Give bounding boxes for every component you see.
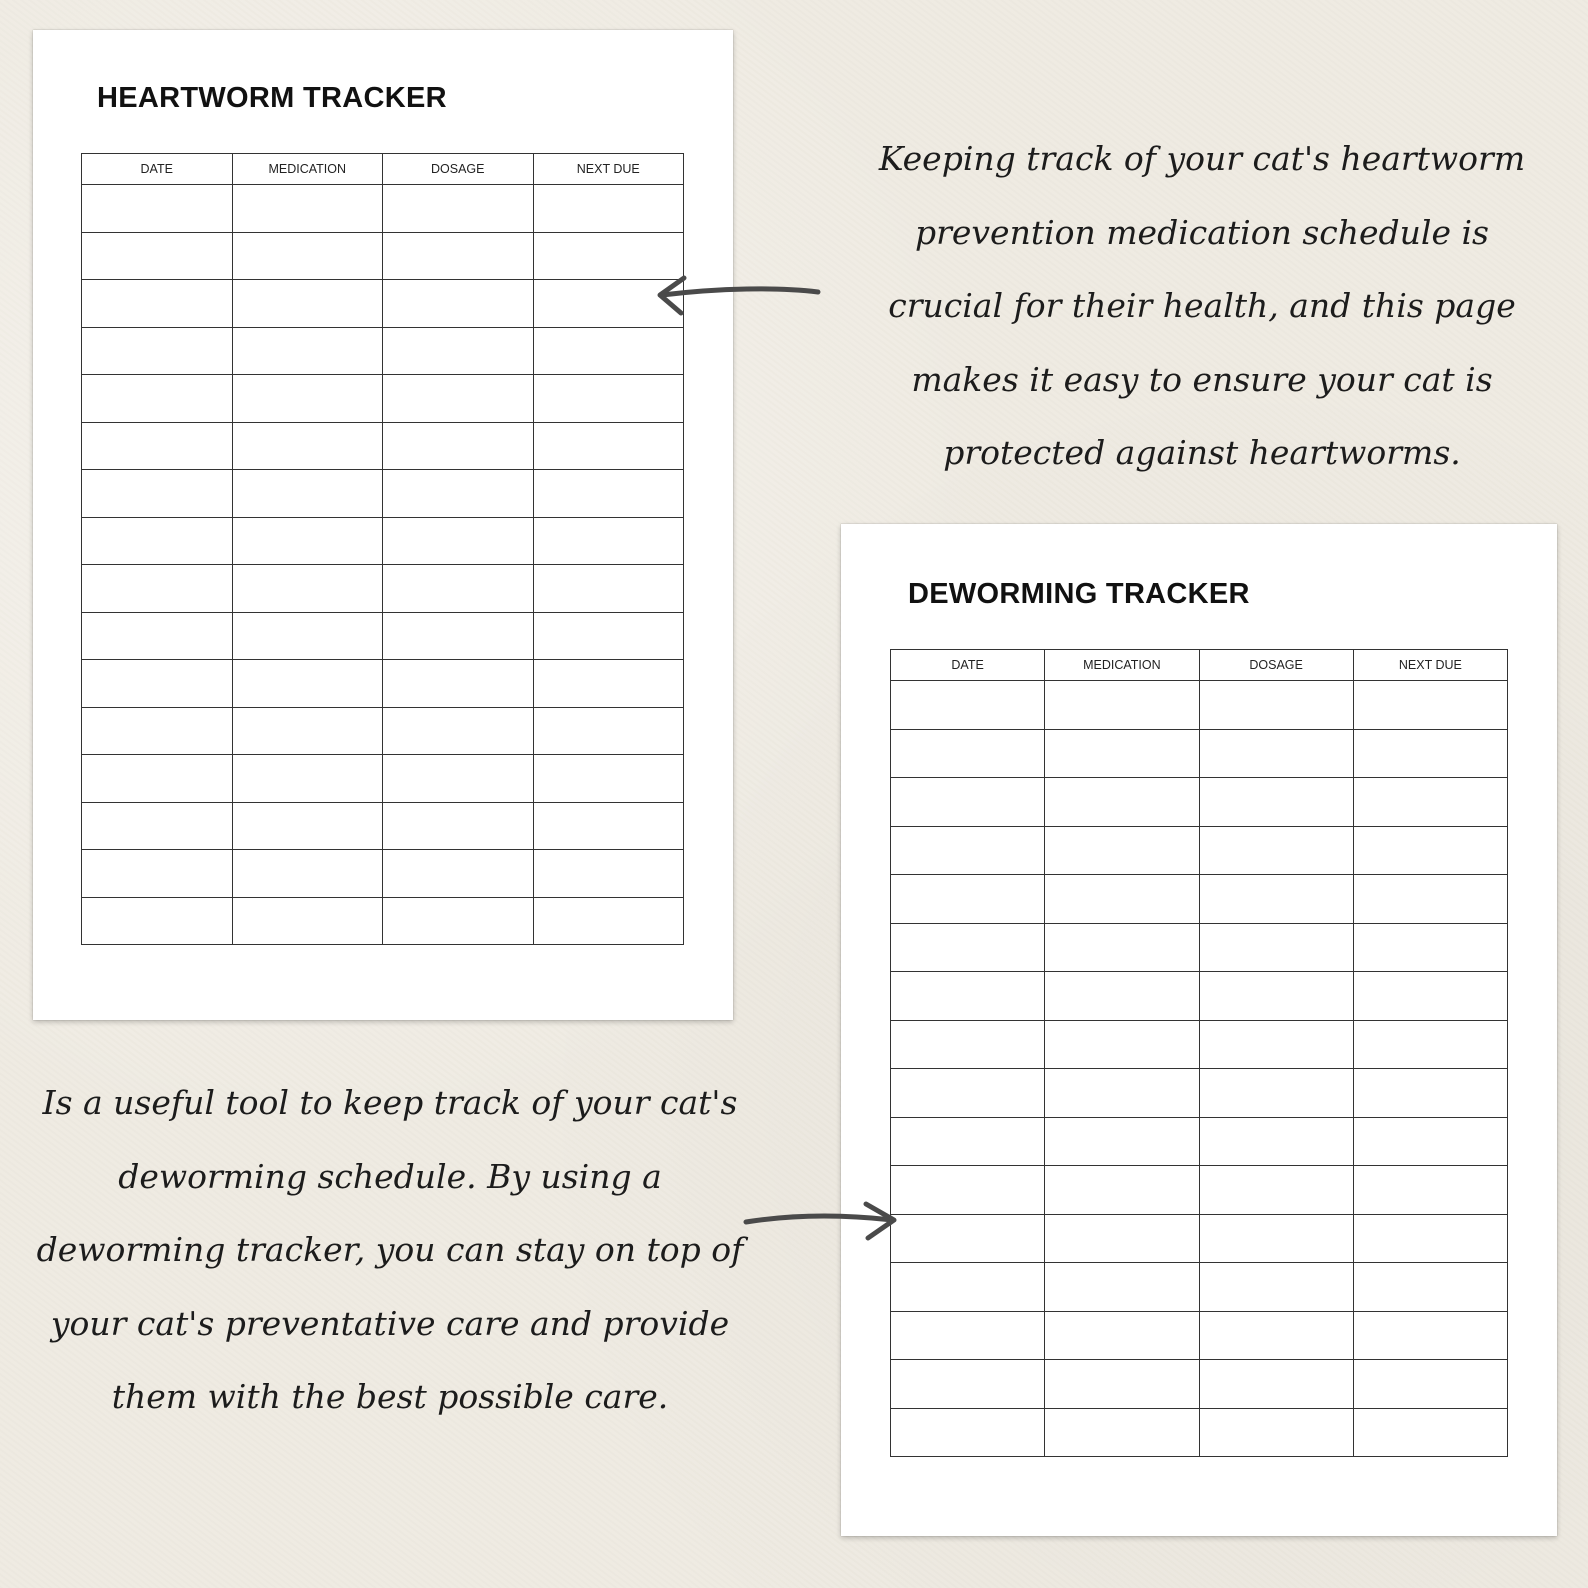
cell-medication[interactable] <box>1045 1166 1199 1215</box>
table-row <box>891 729 1508 778</box>
cell-dosage[interactable] <box>1199 729 1353 778</box>
cell-medication[interactable] <box>232 897 383 945</box>
cell-date[interactable] <box>82 707 233 755</box>
cell-medication[interactable] <box>232 755 383 803</box>
cell-date[interactable] <box>82 375 233 423</box>
cell-dosage[interactable] <box>383 375 534 423</box>
cell-date[interactable] <box>891 1069 1045 1118</box>
cell-date[interactable] <box>891 778 1045 827</box>
heartworm-tracker-title: HEARTWORM TRACKER <box>97 82 447 114</box>
table-header-row <box>82 154 684 185</box>
cell-next-due[interactable] <box>1353 1117 1507 1166</box>
heartworm-tracker-table <box>81 153 684 945</box>
heartworm-tracker-sheet <box>33 30 733 1020</box>
cell-medication[interactable] <box>232 612 383 660</box>
cell-dosage[interactable] <box>1199 1117 1353 1166</box>
column-header-next-due: NEXT DUE <box>533 154 684 185</box>
cell-dosage[interactable] <box>383 755 534 803</box>
cell-medication[interactable] <box>232 375 383 423</box>
cell-next-due[interactable] <box>1353 923 1507 972</box>
column-header-date: DATE <box>82 154 233 185</box>
cell-medication[interactable] <box>1045 1360 1199 1409</box>
cell-medication[interactable] <box>1045 1408 1199 1457</box>
cell-dosage[interactable] <box>383 517 534 565</box>
cell-next-due[interactable] <box>1353 1166 1507 1215</box>
cell-date[interactable] <box>82 280 233 328</box>
table-row <box>891 1117 1508 1166</box>
cell-dosage[interactable] <box>1199 826 1353 875</box>
cell-next-due[interactable] <box>533 850 684 898</box>
cell-dosage[interactable] <box>1199 1263 1353 1312</box>
table-row <box>82 850 684 898</box>
cell-date[interactable] <box>891 729 1045 778</box>
column-header-next-due: NEXT DUE <box>1353 650 1507 681</box>
cell-medication[interactable] <box>232 565 383 613</box>
cell-date[interactable] <box>891 1263 1045 1312</box>
cell-date[interactable] <box>82 422 233 470</box>
cell-dosage[interactable] <box>383 422 534 470</box>
cell-date[interactable] <box>891 923 1045 972</box>
cell-medication[interactable] <box>232 660 383 708</box>
cell-date[interactable] <box>891 1408 1045 1457</box>
cell-medication[interactable] <box>1045 826 1199 875</box>
table-row <box>82 422 684 470</box>
column-header-medication: MEDICATION <box>1045 650 1199 681</box>
cell-dosage[interactable] <box>383 565 534 613</box>
cell-next-due[interactable] <box>1353 972 1507 1021</box>
table-row <box>82 660 684 708</box>
cell-dosage[interactable] <box>1199 1069 1353 1118</box>
cell-date[interactable] <box>82 565 233 613</box>
heartworm-description: Keeping track of your cat's heartworm prevention medication schedule is crucial for their health, and this page makes it easy to ensure your cat is protected against heartworms. <box>878 139 1526 472</box>
table-row <box>891 923 1508 972</box>
cell-medication[interactable] <box>232 850 383 898</box>
cell-date[interactable] <box>891 1311 1045 1360</box>
cell-next-due[interactable] <box>1353 1020 1507 1069</box>
cell-dosage[interactable] <box>1199 1408 1353 1457</box>
cell-dosage[interactable] <box>1199 1214 1353 1263</box>
cell-date[interactable] <box>891 1214 1045 1263</box>
table-row <box>82 707 684 755</box>
cell-date[interactable] <box>891 1166 1045 1215</box>
heartworm-table-body <box>82 185 684 945</box>
cell-next-due[interactable] <box>1353 1360 1507 1409</box>
deworming-tracker-table <box>890 649 1508 1457</box>
cell-dosage[interactable] <box>1199 1166 1353 1215</box>
cell-medication[interactable] <box>1045 972 1199 1021</box>
cell-next-due[interactable] <box>1353 875 1507 924</box>
table-row <box>891 1214 1508 1263</box>
cell-next-due[interactable] <box>533 375 684 423</box>
table-row <box>891 1166 1508 1215</box>
table-header-row <box>891 650 1508 681</box>
cell-medication[interactable] <box>1045 1263 1199 1312</box>
cell-date[interactable] <box>82 802 233 850</box>
cell-next-due[interactable] <box>533 897 684 945</box>
cell-dosage[interactable] <box>1199 1360 1353 1409</box>
cell-next-due[interactable] <box>1353 1069 1507 1118</box>
cell-next-due[interactable] <box>533 470 684 518</box>
cell-medication[interactable] <box>1045 778 1199 827</box>
cell-dosage[interactable] <box>1199 923 1353 972</box>
table-row <box>82 565 684 613</box>
table-row <box>82 517 684 565</box>
cell-medication[interactable] <box>1045 681 1199 730</box>
column-header-medication: MEDICATION <box>232 154 383 185</box>
cell-next-due[interactable] <box>533 565 684 613</box>
column-header-dosage: DOSAGE <box>1199 650 1353 681</box>
table-row <box>82 802 684 850</box>
cell-next-due[interactable] <box>1353 729 1507 778</box>
cell-date[interactable] <box>891 1117 1045 1166</box>
table-row <box>891 875 1508 924</box>
cell-dosage[interactable] <box>383 185 534 233</box>
cell-date[interactable] <box>82 185 233 233</box>
cell-medication[interactable] <box>232 707 383 755</box>
cell-next-due[interactable] <box>533 612 684 660</box>
cell-next-due[interactable] <box>533 707 684 755</box>
cell-next-due[interactable] <box>1353 778 1507 827</box>
cell-next-due[interactable] <box>1353 1408 1507 1457</box>
deworming-tracker-sheet <box>841 524 1557 1536</box>
table-row <box>82 232 684 280</box>
cell-next-due[interactable] <box>1353 681 1507 730</box>
deworming-tracker-title: DEWORMING TRACKER <box>908 578 1250 610</box>
cell-dosage[interactable] <box>1199 1311 1353 1360</box>
table-row <box>891 1069 1508 1118</box>
cell-medication[interactable] <box>1045 1311 1199 1360</box>
deworming-description: Is a useful tool to keep track of your cat's deworming schedule. By using a deworming tracker, you can stay on top of your cat's preventative care and provide them with the best possible care. <box>36 1083 744 1416</box>
cell-medication[interactable] <box>232 470 383 518</box>
cell-medication[interactable] <box>232 802 383 850</box>
cell-dosage[interactable] <box>383 660 534 708</box>
cell-date[interactable] <box>82 660 233 708</box>
cell-dosage[interactable] <box>383 280 534 328</box>
cell-next-due[interactable] <box>1353 826 1507 875</box>
cell-medication[interactable] <box>232 422 383 470</box>
table-row <box>82 327 684 375</box>
cell-medication[interactable] <box>232 517 383 565</box>
cell-date[interactable] <box>891 875 1045 924</box>
cell-date[interactable] <box>82 232 233 280</box>
cell-medication[interactable] <box>232 185 383 233</box>
table-row <box>82 897 684 945</box>
cell-next-due[interactable] <box>533 517 684 565</box>
table-row <box>82 470 684 518</box>
cell-medication[interactable] <box>1045 923 1199 972</box>
cell-medication[interactable] <box>232 327 383 375</box>
cell-next-due[interactable] <box>533 660 684 708</box>
cell-date[interactable] <box>82 755 233 803</box>
cell-date[interactable] <box>82 850 233 898</box>
cell-dosage[interactable] <box>1199 778 1353 827</box>
cell-medication[interactable] <box>232 280 383 328</box>
column-header-date: DATE <box>891 650 1045 681</box>
table-row <box>891 826 1508 875</box>
table-row <box>891 972 1508 1021</box>
table-row <box>82 755 684 803</box>
table-row <box>891 681 1508 730</box>
cell-date[interactable] <box>82 470 233 518</box>
cell-medication[interactable] <box>1045 729 1199 778</box>
table-row <box>891 1020 1508 1069</box>
cell-date[interactable] <box>82 327 233 375</box>
cell-next-due[interactable] <box>533 755 684 803</box>
table-row <box>82 280 684 328</box>
cell-medication[interactable] <box>1045 1020 1199 1069</box>
cell-medication[interactable] <box>1045 1214 1199 1263</box>
cell-date[interactable] <box>891 826 1045 875</box>
cell-next-due[interactable] <box>533 185 684 233</box>
cell-next-due[interactable] <box>533 422 684 470</box>
table-row <box>891 1311 1508 1360</box>
cell-medication[interactable] <box>232 232 383 280</box>
cell-dosage[interactable] <box>383 707 534 755</box>
table-row <box>891 1360 1508 1409</box>
table-row <box>82 185 684 233</box>
cell-dosage[interactable] <box>383 327 534 375</box>
cell-dosage[interactable] <box>383 470 534 518</box>
cell-dosage[interactable] <box>1199 681 1353 730</box>
cell-date[interactable] <box>82 897 233 945</box>
cell-next-due[interactable] <box>1353 1214 1507 1263</box>
cell-medication[interactable] <box>1045 875 1199 924</box>
table-row <box>82 375 684 423</box>
cell-dosage[interactable] <box>383 897 534 945</box>
cell-dosage[interactable] <box>383 232 534 280</box>
cell-date[interactable] <box>891 1020 1045 1069</box>
cell-date[interactable] <box>891 681 1045 730</box>
cell-date[interactable] <box>891 1360 1045 1409</box>
column-header-dosage: DOSAGE <box>383 154 534 185</box>
cell-dosage[interactable] <box>383 802 534 850</box>
table-row <box>891 1408 1508 1457</box>
cell-next-due[interactable] <box>1353 1311 1507 1360</box>
cell-date[interactable] <box>82 612 233 660</box>
arrow-right-icon <box>740 1190 910 1250</box>
cell-dosage[interactable] <box>1199 875 1353 924</box>
cell-dosage[interactable] <box>1199 972 1353 1021</box>
cell-next-due[interactable] <box>533 802 684 850</box>
cell-next-due[interactable] <box>533 327 684 375</box>
cell-date[interactable] <box>891 972 1045 1021</box>
deworming-table-body <box>891 681 1508 1457</box>
cell-medication[interactable] <box>1045 1117 1199 1166</box>
table-row <box>891 778 1508 827</box>
table-row <box>82 612 684 660</box>
cell-medication[interactable] <box>1045 1069 1199 1118</box>
cell-dosage[interactable] <box>383 612 534 660</box>
cell-date[interactable] <box>82 517 233 565</box>
cell-dosage[interactable] <box>1199 1020 1353 1069</box>
cell-next-due[interactable] <box>1353 1263 1507 1312</box>
arrow-left-icon <box>650 268 830 328</box>
table-row <box>891 1263 1508 1312</box>
cell-dosage[interactable] <box>383 850 534 898</box>
